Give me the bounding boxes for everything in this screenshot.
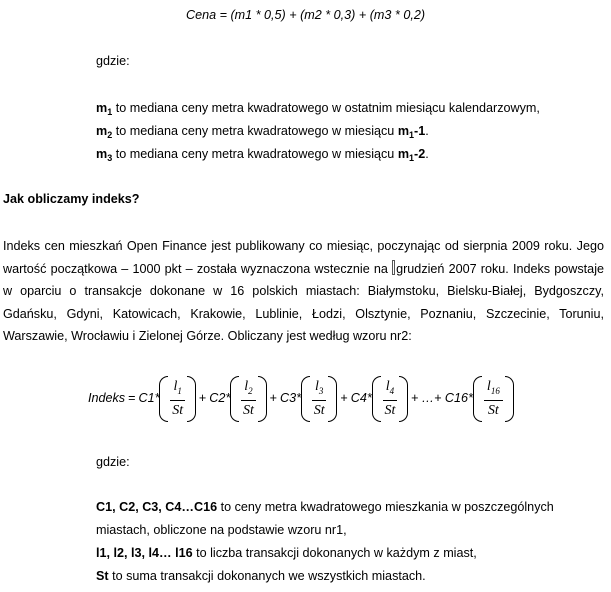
symbol-m3: $m_3$: [96, 147, 113, 163]
term-coefficient: C3*: [279, 391, 301, 406]
formula-plus: +: [340, 391, 348, 406]
text-cursor: [392, 260, 395, 275]
term-coefficient: …+ C16*: [421, 391, 473, 406]
symbol-m2: $m_2$: [96, 124, 113, 140]
definition-c-line1: C1, C2, C3, C4…C16 to ceny metra kwadratowego mieszkania w poszczególnych: [96, 500, 554, 514]
price-formula: Cena = (m1 * 0,5) + (m2 * 0,3) + (m3 * 0,2): [185, 8, 426, 22]
definition-m2: $m_2$ to mediana ceny metra kwadratowego w miesiącu $m_1-1$.: [96, 124, 429, 140]
definition-l: l1, l2, l3, l4… l16 to liczba transakcji dokonanych w każdym z miast,: [96, 546, 477, 560]
formula-term-1: C1* $\frac{l_1}{St}$: [138, 376, 195, 422]
formula-plus: +: [411, 391, 419, 406]
formula-term-4: C4* $\frac{l_4}{St}$: [351, 376, 408, 422]
where-label-2: gdzie:: [96, 455, 130, 469]
index-description-paragraph: Indeks cen mieszkań Open Finance jest publikowany co miesiąc, poczynając od sierpnia 2009 roku. Jego wartość początkowa – 1000 pkt – została wyznaczona wstecznie na grudzień 2007 roku. Indeks powstaje w oparciu o transakcje dokonane w 16 polskich miastach: Białymstoku, Bielsku-Białej, Bydgoszczy, Gdańsku, Gdyni, Katowicach, Krakowie, Lublinie, Łodzi, Olsztynie, Poznaniu, Szczecinie, Toruniu, Warszawie, Wrocławiu i Zielonej Górze. Obliczany jest według wzoru nr2:: [3, 239, 604, 344]
definition-m3: $m_3$ to mediana ceny metra kwadratowego w miesiącu $m_1-2$.: [96, 147, 429, 163]
symbols-c: C1, C2, C3, C4…C16: [96, 500, 218, 514]
index-formula: [88, 374, 514, 424]
definition-c-line2: miastach, obliczone na podstawie wzoru nr1,: [96, 523, 347, 537]
section-heading: Jak obliczamy indeks?: [3, 192, 140, 206]
formula-lhs: Indeks: [88, 391, 126, 406]
where-label-1: gdzie:: [96, 54, 130, 68]
term-coefficient: C2*: [209, 391, 231, 406]
formula-term-2: C2* $\frac{l_2}{St}$: [209, 376, 266, 422]
formula-plus: +: [269, 391, 277, 406]
ref-m1-1: $m_1-1$: [397, 124, 426, 140]
symbol-st: St: [96, 569, 109, 583]
term-coefficient: C1*: [138, 391, 160, 406]
definition-st: St to suma transakcji dokonanych we wszystkich miastach.: [96, 569, 426, 583]
formula-equals: =: [128, 391, 136, 406]
formula-term-16: …+ C16* $\frac{l_{16}}{St}$: [421, 376, 513, 422]
ref-m1-2: $m_1-2$: [397, 147, 426, 163]
symbol-m1: $m_1$: [96, 101, 113, 117]
formula-term-3: C3* $\frac{l_3}{St}$: [280, 376, 337, 422]
definition-m1: $m_1$ to mediana ceny metra kwadratowego w ostatnim miesiącu kalendarzowym,: [96, 101, 540, 117]
formula-plus: +: [198, 391, 207, 406]
symbols-l: l1, l2, l3, l4… l16: [96, 546, 193, 560]
term-coefficient: C4*: [350, 391, 372, 406]
